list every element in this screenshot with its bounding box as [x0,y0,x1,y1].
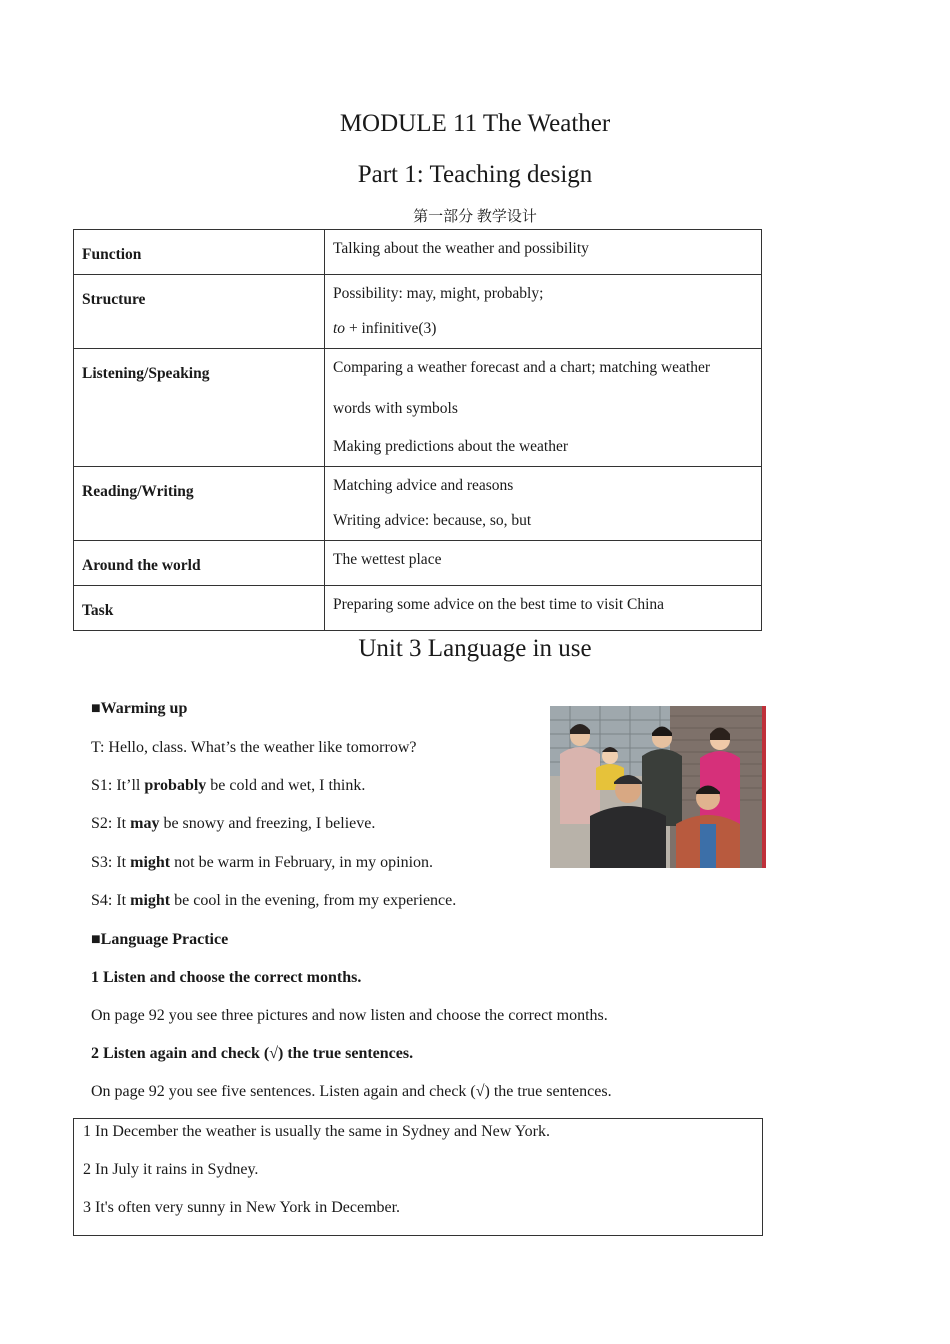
row-value [325,586,762,631]
family-photo [550,706,766,868]
table-row [74,230,762,275]
table-row [74,349,762,467]
row-value-line: Comparing a weather forecast and a chart; matching weather [333,359,710,376]
row-value [325,541,762,586]
row-value-line: The wettest place [333,551,442,568]
row-value-line: Matching advice and reasons [333,477,514,494]
keyword: may [130,815,160,832]
row-value-line [333,310,753,348]
dialogue-text: S4: It [91,892,131,909]
table-row [74,541,762,586]
keyword: might [130,854,171,871]
teaching-design-table [73,229,762,631]
row-value [325,349,762,467]
part-title: Part 1: Teaching design [357,161,593,188]
row-value-line: Possibility: may, might, probably; [333,285,544,302]
row-value-line: Preparing some advice on the best time to visit China [333,596,665,613]
keyword: might [130,892,171,909]
table-row [74,467,762,541]
table-row [74,275,762,349]
dialogue-text: S3: It [91,854,131,871]
row-key: Task [74,586,325,631]
exercise-2-title: 2 Listen again and check (√) the true sentences. [91,1045,414,1062]
table-row [74,586,762,631]
keyword: probably [144,777,207,794]
dialogue-s1 [91,777,365,795]
warming-up-heading: ■Warming up [91,700,188,717]
dialogue-text: be cold and wet, I think. [206,777,366,794]
dialogue-text: not be warm in February, in my opinion. [170,854,434,871]
row-key: Structure [74,275,325,349]
dialogue-s3 [91,854,433,872]
row-value-line: Writing advice: because, so, but [333,512,532,529]
row-value [325,467,762,541]
sentences-box [73,1118,763,1236]
row-key: Function [74,230,325,275]
row-value-text: + infinitive(3) [348,320,437,337]
unit-title: Unit 3 Language in use [358,635,592,662]
dialogue-text: S2: It [91,815,131,832]
dialogue-s4 [91,892,456,910]
exercise-1-title: 1 Listen and choose the correct months. [91,969,362,986]
exercise-1-text: On page 92 you see three pictures and now listen and choose the correct months. [91,1007,608,1024]
row-value [325,230,762,275]
dialogue-teacher: T: Hello, class. What’s the weather like tomorrow? [91,739,417,756]
row-value-line: Talking about the weather and possibility [333,240,589,257]
dialogue-s2 [91,815,375,833]
row-key: Reading/Writing [74,467,325,541]
row-key: Around the world [74,541,325,586]
language-practice-heading: ■Language Practice [91,931,229,948]
module-title: MODULE 11 The Weather [339,110,611,137]
row-value-line: words with symbols [333,400,458,417]
row-value-line: Making predictions about the weather [333,438,569,455]
row-key: Listening/Speaking [74,349,325,467]
dialogue-text: S1: It’ll [91,777,145,794]
sentence-item: 1 In December the weather is usually the same in Sydney and New York. [83,1123,550,1140]
part-title-chinese: 第一部分 教学设计 [413,209,537,225]
dialogue-text: be cool in the evening, from my experience. [170,892,457,909]
sentence-item: 3 It's often very sunny in New York in December. [83,1199,401,1216]
italic-word: to [333,320,346,337]
row-value [325,275,762,349]
exercise-2-text: On page 92 you see five sentences. Listen again and check (√) the true sentences. [91,1083,612,1100]
sentence-item: 2 In July it rains in Sydney. [83,1161,259,1178]
dialogue-text: be snowy and freezing, I believe. [159,815,376,832]
